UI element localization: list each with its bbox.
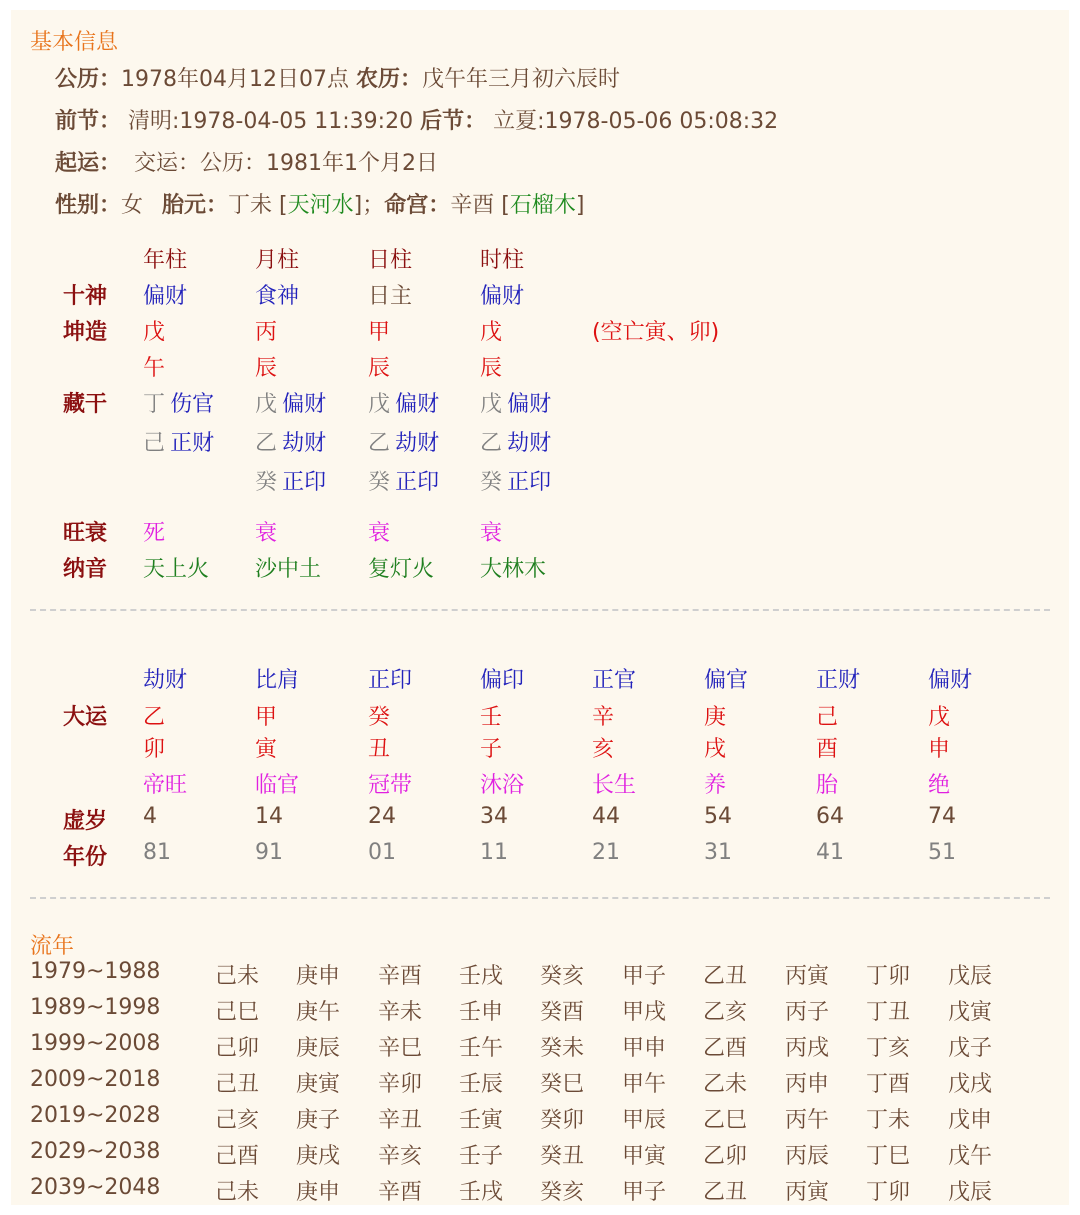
nayin-year: 天上火	[143, 557, 210, 582]
liunian-cell: 癸未	[540, 1036, 585, 1061]
dayun-god: 偏财	[928, 668, 973, 693]
liunian-cell: 丁卯	[866, 964, 911, 989]
liunian-range: 2039~2048	[30, 1175, 161, 1200]
dayun-stem: 戊	[928, 705, 951, 730]
dayun-year: 41	[816, 840, 844, 865]
liunian-cell: 壬戌	[459, 964, 504, 989]
dayun-stem: 乙	[143, 705, 166, 730]
liunian-cell: 乙巳	[703, 1108, 748, 1133]
liunian-cell: 甲子	[622, 964, 667, 989]
label-canggan: 藏干	[63, 392, 108, 417]
liunian-cell: 丁未	[866, 1108, 911, 1133]
dayun-stem: 己	[816, 705, 839, 730]
basic-info-title: 基本信息	[30, 30, 119, 55]
liunian-cell: 丙寅	[785, 964, 830, 989]
dayun-year: 11	[480, 840, 508, 865]
nayin-day: 复灯火	[368, 557, 435, 582]
dayun-year: 51	[928, 840, 956, 865]
canggan-hour-2: 乙 劫财	[480, 431, 552, 456]
dayun-state: 长生	[592, 773, 637, 798]
dayun-branch: 丑	[368, 737, 391, 762]
label-kunzao: 坤造	[63, 320, 108, 345]
liunian-range: 2029~2038	[30, 1139, 161, 1164]
dayun-age: 54	[704, 804, 732, 829]
dayun-year: 21	[592, 840, 620, 865]
dayun-age: 74	[928, 804, 956, 829]
liunian-cell: 辛卯	[378, 1072, 423, 1097]
dayun-god: 正印	[368, 668, 413, 693]
branch-hour: 辰	[480, 356, 503, 381]
dayun-state: 胎	[816, 773, 839, 798]
gender-label: 性别：	[55, 193, 122, 218]
jiaoyun-value: 公历：1981年1个月2日	[200, 151, 439, 176]
canggan-month-3: 癸 正印	[255, 470, 327, 495]
dayun-god: 劫财	[143, 668, 188, 693]
stem-hour: 戊	[480, 320, 503, 345]
liunian-cell: 己未	[215, 1180, 260, 1205]
dayun-branch: 酉	[816, 737, 839, 762]
next-term-label: 后节：	[420, 109, 487, 134]
divider-1	[30, 609, 1050, 611]
taiyuan-value: 丁未	[228, 193, 273, 218]
dayun-state: 养	[704, 773, 727, 798]
solar-lunar-line	[55, 62, 620, 93]
liunian-cell: 癸丑	[540, 1144, 585, 1169]
dayun-age: 64	[816, 804, 844, 829]
liunian-cell: 戊午	[948, 1144, 993, 1169]
wangshuai-year: 死	[143, 521, 166, 546]
liunian-cell: 乙未	[703, 1072, 748, 1097]
label-year: 年份	[63, 845, 108, 870]
liunian-range: 1989~1998	[30, 995, 161, 1020]
liunian-cell: 己卯	[215, 1036, 260, 1061]
liunian-cell: 癸亥	[540, 964, 585, 989]
stem-year: 戊	[143, 320, 166, 345]
taiyuan-label: 胎元：	[162, 193, 229, 218]
dayun-year: 31	[704, 840, 732, 865]
liunian-cell: 壬子	[459, 1144, 504, 1169]
dayun-god: 偏官	[704, 668, 749, 693]
dayun-state: 临官	[255, 773, 300, 798]
dayun-branch: 戌	[704, 737, 727, 762]
minggong-label: 命宫：	[384, 193, 451, 218]
header-hour-pillar: 时柱	[480, 248, 525, 273]
dayun-branch: 亥	[592, 737, 615, 762]
liunian-cell: 庚戌	[296, 1144, 341, 1169]
label-shishen: 十神	[63, 284, 108, 309]
liunian-cell: 丙戌	[785, 1036, 830, 1061]
dayun-year: 81	[143, 840, 171, 865]
gender-value: 女	[121, 193, 144, 218]
dayun-age: 44	[592, 804, 620, 829]
dayun-god: 比肩	[255, 668, 300, 693]
liunian-cell: 乙丑	[703, 1180, 748, 1205]
liunian-cell: 丙申	[785, 1072, 830, 1097]
liunian-cell: 戊戌	[948, 1072, 993, 1097]
dayun-year: 01	[368, 840, 396, 865]
shishen-day: 日主	[368, 284, 413, 309]
liunian-cell: 丙辰	[785, 1144, 830, 1169]
header-month-pillar: 月柱	[255, 248, 300, 273]
liunian-cell: 己酉	[215, 1144, 260, 1169]
dayun-stem: 壬	[480, 705, 503, 730]
dayun-god: 正财	[816, 668, 861, 693]
lunar-value: 戊午年三月初六辰时	[422, 67, 621, 92]
liunian-cell: 己未	[215, 964, 260, 989]
liunian-cell: 戊子	[948, 1036, 993, 1061]
canggan-hour-1: 戊 偏财	[480, 392, 552, 417]
liunian-cell: 丙子	[785, 1000, 830, 1025]
liunian-cell: 庚午	[296, 1000, 341, 1025]
nayin-month: 沙中土	[255, 557, 322, 582]
solar-label: 公历：	[55, 67, 122, 92]
minggong-nayin: 石榴木	[509, 193, 576, 218]
liunian-cell: 丁酉	[866, 1072, 911, 1097]
dayun-state: 沐浴	[480, 773, 525, 798]
dayun-stem: 辛	[592, 705, 615, 730]
minggong-value: 辛酉	[450, 193, 495, 218]
liunian-cell: 己亥	[215, 1108, 260, 1133]
liunian-cell: 癸亥	[540, 1180, 585, 1205]
dayun-god: 正官	[592, 668, 637, 693]
liunian-cell: 丙午	[785, 1108, 830, 1133]
header-year-pillar: 年柱	[143, 248, 188, 273]
stem-month: 丙	[255, 320, 278, 345]
liunian-cell: 丁卯	[866, 1180, 911, 1205]
qiyun-line	[55, 146, 438, 177]
solar-terms-line	[55, 104, 778, 135]
liunian-cell: 己巳	[215, 1000, 260, 1025]
liunian-title: 流年	[30, 934, 75, 959]
dayun-branch: 子	[480, 737, 503, 762]
liunian-cell: 丁丑	[866, 1000, 911, 1025]
liunian-cell: 乙丑	[703, 964, 748, 989]
liunian-cell: 壬午	[459, 1036, 504, 1061]
liunian-cell: 庚子	[296, 1108, 341, 1133]
liunian-cell: 甲辰	[622, 1108, 667, 1133]
canggan-month-1: 戊 偏财	[255, 392, 327, 417]
liunian-cell: 甲寅	[622, 1144, 667, 1169]
label-dayun: 大运	[63, 705, 108, 730]
dayun-god: 偏印	[480, 668, 525, 693]
kongwang: (空亡寅、卯)	[592, 320, 720, 345]
liunian-cell: 乙亥	[703, 1000, 748, 1025]
liunian-cell: 戊申	[948, 1108, 993, 1133]
canggan-year-2: 己 正财	[143, 431, 215, 456]
liunian-cell: 壬辰	[459, 1072, 504, 1097]
lunar-label: 农历：	[356, 67, 423, 92]
dayun-branch: 卯	[143, 737, 166, 762]
canggan-hour-3: 癸 正印	[480, 470, 552, 495]
liunian-range: 1999~2008	[30, 1031, 161, 1056]
liunian-cell: 辛未	[378, 1000, 423, 1025]
canggan-month-2: 乙 劫财	[255, 431, 327, 456]
liunian-cell: 戊辰	[948, 964, 993, 989]
next-term-value: 立夏:1978-05-06 05:08:32	[493, 109, 779, 134]
dayun-age: 24	[368, 804, 396, 829]
branch-year: 午	[143, 356, 166, 381]
liunian-cell: 丙寅	[785, 1180, 830, 1205]
liunian-cell: 辛亥	[378, 1144, 423, 1169]
liunian-cell: 戊辰	[948, 1180, 993, 1205]
prev-term-value: 清明:1978-04-05 11:39:20	[128, 109, 414, 134]
liunian-cell: 庚寅	[296, 1072, 341, 1097]
shishen-month: 食神	[255, 284, 300, 309]
liunian-cell: 辛丑	[378, 1108, 423, 1133]
liunian-cell: 癸卯	[540, 1108, 585, 1133]
canggan-day-3: 癸 正印	[368, 470, 440, 495]
liunian-cell: 乙卯	[703, 1144, 748, 1169]
canggan-day-2: 乙 劫财	[368, 431, 440, 456]
header-day-pillar: 日柱	[368, 248, 413, 273]
liunian-cell: 壬戌	[459, 1180, 504, 1205]
dayun-stem: 癸	[368, 705, 391, 730]
liunian-cell: 甲午	[622, 1072, 667, 1097]
shishen-hour: 偏财	[480, 284, 525, 309]
liunian-cell: 壬寅	[459, 1108, 504, 1133]
liunian-cell: 乙酉	[703, 1036, 748, 1061]
liunian-cell: 辛酉	[378, 1180, 423, 1205]
liunian-cell: 辛酉	[378, 964, 423, 989]
dayun-state: 冠带	[368, 773, 413, 798]
liunian-cell: 甲戌	[622, 1000, 667, 1025]
dayun-age: 34	[480, 804, 508, 829]
liunian-range: 1979~1988	[30, 959, 161, 984]
canggan-day-1: 戊 偏财	[368, 392, 440, 417]
liunian-cell: 甲子	[622, 1180, 667, 1205]
label-nayin: 纳音	[63, 557, 108, 582]
liunian-cell: 戊寅	[948, 1000, 993, 1025]
liunian-cell: 庚辰	[296, 1036, 341, 1061]
liunian-cell: 壬申	[459, 1000, 504, 1025]
liunian-cell: 甲申	[622, 1036, 667, 1061]
dayun-state: 帝旺	[143, 773, 188, 798]
liunian-range: 2009~2018	[30, 1067, 161, 1092]
branch-month: 辰	[255, 356, 278, 381]
shishen-year: 偏财	[143, 284, 188, 309]
jiaoyun-label: 交运：	[134, 151, 201, 176]
liunian-cell: 己丑	[215, 1072, 260, 1097]
dayun-age: 4	[143, 804, 157, 829]
label-age: 虚岁	[63, 809, 108, 834]
prev-term-label: 前节：	[55, 109, 122, 134]
dayun-branch: 寅	[255, 737, 278, 762]
dayun-branch: 申	[928, 737, 951, 762]
wangshuai-day: 衰	[368, 521, 391, 546]
taiyuan-nayin: 天河水	[287, 193, 354, 218]
wangshuai-hour: 衰	[480, 521, 503, 546]
solar-value: 1978年04月12日07点	[121, 67, 349, 92]
dayun-age: 14	[255, 804, 283, 829]
branch-day: 辰	[368, 356, 391, 381]
canggan-year-1: 丁 伤官	[143, 392, 215, 417]
gender-line: 性别：女 胎元：丁未 [天河水]；命宫：辛酉 [石榴木]	[55, 193, 585, 218]
liunian-cell: 丁亥	[866, 1036, 911, 1061]
liunian-cell: 辛巳	[378, 1036, 423, 1061]
liunian-cell: 癸酉	[540, 1000, 585, 1025]
dayun-stem: 甲	[255, 705, 278, 730]
label-wangshuai: 旺衰	[63, 521, 108, 546]
liunian-cell: 癸巳	[540, 1072, 585, 1097]
stem-day: 甲	[368, 320, 391, 345]
dayun-state: 绝	[928, 773, 951, 798]
divider-2	[30, 897, 1050, 899]
liunian-cell: 丁巳	[866, 1144, 911, 1169]
liunian-range: 2019~2028	[30, 1103, 161, 1128]
wangshuai-month: 衰	[255, 521, 278, 546]
qiyun-label: 起运：	[55, 151, 122, 176]
liunian-cell: 庚申	[296, 964, 341, 989]
dayun-year: 91	[255, 840, 283, 865]
nayin-hour: 大林木	[480, 557, 547, 582]
dayun-stem: 庚	[704, 705, 727, 730]
liunian-cell: 庚申	[296, 1180, 341, 1205]
